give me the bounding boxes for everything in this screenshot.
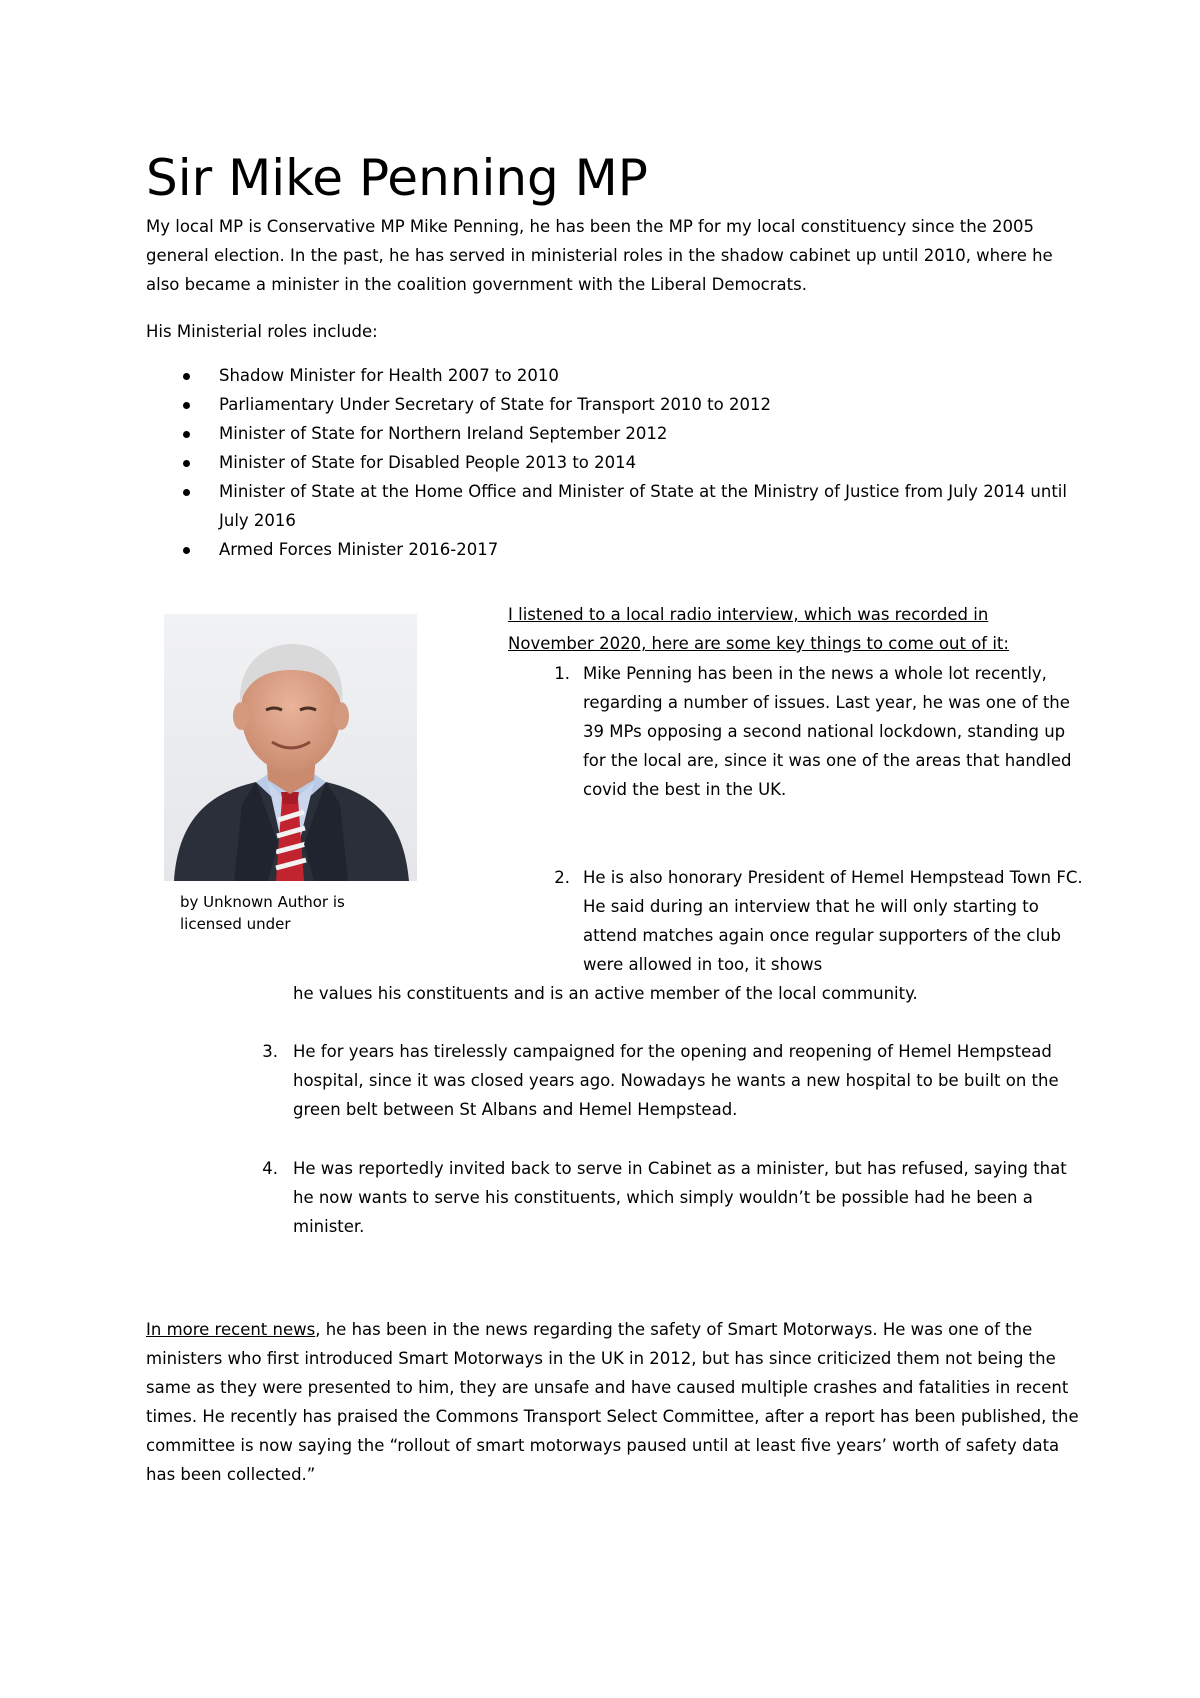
role-text: Minister of State for Northern Ireland September 2012 xyxy=(219,424,668,443)
intro-paragraph: My local MP is Conservative MP Mike Penning, he has been the MP for my local constituency since the 2005 general election. In the past, he has served in ministerial roles in the shadow cabinet up until 2010, where he also became a minister in the coalition government with the Liberal Democrats. xyxy=(146,217,1053,294)
bullet-icon xyxy=(183,547,190,554)
role-text: Armed Forces Minister 2016-2017 xyxy=(219,540,499,559)
recent-news-label: In more recent news xyxy=(146,1320,316,1339)
list-item xyxy=(146,535,1076,564)
list-item xyxy=(146,361,1076,390)
bullet-icon xyxy=(183,489,190,496)
list-item xyxy=(146,390,1076,419)
item-number: 2. xyxy=(554,868,570,887)
bullet-icon xyxy=(183,373,190,380)
item-text: He for years has tirelessly campaigned for the opening and reopening of Hemel Hempstead hospital, since it was closed years ago. Nowadays he wants a new hospital to be built on the green belt between St Albans and Hemel Hempstead. xyxy=(293,1042,1059,1119)
roles-heading: His Ministerial roles include: xyxy=(146,322,378,341)
list-item xyxy=(146,419,1076,448)
role-text: Parliamentary Under Secretary of State for Transport 2010 to 2012 xyxy=(219,395,771,414)
item-text: Mike Penning has been in the news a whole lot recently, regarding a number of issues. Last year, he was one of the 39 MPs opposing a second national lockdown, standing up for the local are, since it was one of the areas that handled covid the best in the UK. xyxy=(583,664,1072,799)
bullet-icon xyxy=(183,402,190,409)
item-number: 4. xyxy=(262,1159,278,1178)
bullet-icon xyxy=(183,431,190,438)
roles-list xyxy=(146,361,1076,564)
role-text: Minister of State at the Home Office and Minister of State at the Ministry of Justice from July 2014 until July 2016 xyxy=(219,482,1067,530)
list-item xyxy=(146,448,1076,477)
item-text: He is also honorary President of Hemel Hempstead Town FC. He said during an interview that he will only starting to attend matches again once regular supporters of the club were allowed in too, it shows xyxy=(583,868,1083,974)
item-text: He was reportedly invited back to serve in Cabinet as a minister, but has refused, saying that he now wants to serve his constituents, which simply wouldn’t be possible had he been a minister. xyxy=(293,1159,1067,1236)
item-number: 1. xyxy=(554,664,570,683)
item-text-continued: he values his constituents and is an active member of the local community. xyxy=(293,984,918,1003)
list-item xyxy=(146,477,1076,535)
page-title: Sir Mike Penning MP xyxy=(146,149,648,207)
role-text: Minister of State for Disabled People 2013 to 2014 xyxy=(219,453,637,472)
bullet-icon xyxy=(183,460,190,467)
role-text: Shadow Minister for Health 2007 to 2010 xyxy=(219,366,559,385)
recent-news-paragraph xyxy=(146,1315,1081,1489)
portrait-illustration xyxy=(164,614,417,881)
radio-interview-intro: I listened to a local radio interview, which was recorded in November 2020, here are some key things to come out of it: xyxy=(508,605,1009,653)
item-number: 3. xyxy=(262,1042,278,1061)
recent-news-text: , he has been in the news regarding the safety of Smart Motorways. He was one of the ministers who first introduced Smart Motorways in the UK in 2012, but has since criticized them not being the same as they were presented to him, they are unsafe and have caused multiple crashes and fatalities in recent times. He recently has praised the Commons Transport Select Committee, after a report has been published, the committee is now saying the “rollout of smart motorways paused until at least five years’ worth of safety data has been collected.” xyxy=(146,1320,1079,1484)
photo-caption: by Unknown Author is licensed under xyxy=(180,893,345,933)
mp-portrait-photo xyxy=(164,614,417,881)
